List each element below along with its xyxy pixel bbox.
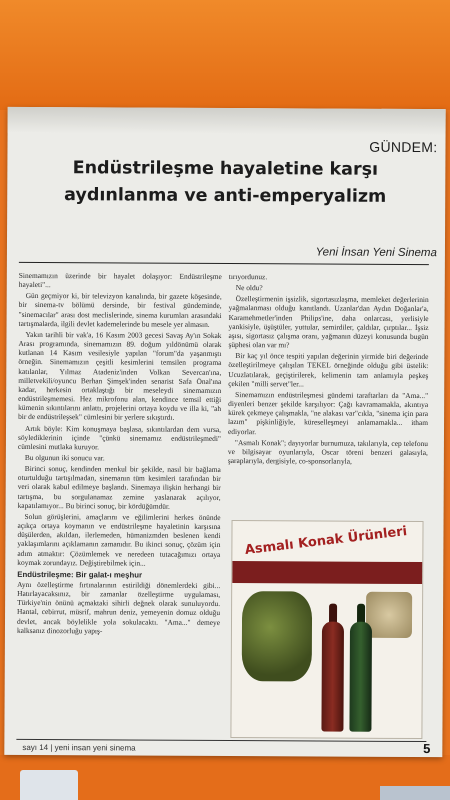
paragraph: Gün geçmiyor ki, bir televizyon kanalında, bir gazete köşesinde, bir sinema-tv bölümü dersinde, bir festival gündeminde, "sinemacılar" arası dost meclislerinde, sinema kurumları arasındaki tartışmalarda, ilgili devlet kademelerinde bu mesele yer almasın. xyxy=(18,291,222,329)
paragraph: Bir kaç yıl önce tespiti yapılan değerinin yirmide biri değerinde özelleştirilmeye çalışılan TEKEL örneğinde olduğu gibi üstelik: Ucuzlatılarak, geçiştirilerek, kelimenin tam anlamıyla peşkeş çekilen "milli servet"ler... xyxy=(228,351,429,389)
advertisement-image xyxy=(230,520,423,739)
magazine-page xyxy=(4,107,445,757)
title-divider xyxy=(19,262,429,265)
paragraph: Aynı özelleştirme fırtınalarının estirildiği dönemlerdeki gibi... Hatırlayacaksınız, bir zamanlar özelleştirme uygulaması, Türkiye'nin önünü açmaktaki sihirli değnek olarak sunuluyordu. Hantal, cebirrut, müsrif, mahrun deniz, yemeyenin domuz olduğu devlet, ancak böylelikle yola sokulacaktı. "Ama..." demeye kalksanız dinozorluğu yapış- xyxy=(16,579,221,636)
paragraph: Özelleştirmenin işsizlik, sigortasızlaşma, memleket değerlerinin yağmalanması olduğu kanıtlandı. Uzanlar'dan Aydın Doğanlar'a, Karamehmetler'inden Philips'ine, daha onlarcası, yerlisiyle yankisiyle, üşüştüler, yuttular, semirdiler, çaldılar, çırptılar... İşsiz aşısı, sigortasız çalışma oranı, yağmanın düzeyi konusunda bugün şüphesi olan var mı? xyxy=(228,294,429,350)
right-column xyxy=(228,272,429,468)
page-number: 5 xyxy=(423,741,431,757)
footer-divider xyxy=(16,739,426,742)
background-object xyxy=(380,786,450,800)
product-logo-icon xyxy=(366,592,412,638)
grapes-illustration xyxy=(242,591,312,681)
subheading: Endüstrileşme: Bir galat-ı meşhur xyxy=(17,569,143,580)
paragraph: Yakın tarihli bir vak'a, 16 Kasım 2003 gecesi Savaş Ay'ın Sokak Arası programında, sinemamızın 89. doğum yıldönümü olarak kutlanan 14 Kasım vesilesiyle yapılan "forum"da yaşanmıştı örneğin. Sinemamızın çeşitli kesimlerini temsilen programa katılanlar, Yılmaz Atadeniz'inden Volkan Severcan'ına, milletvekili/oyuncu Berhan Şimşek'inden senarist Safa Önal'ına kadar, herkesin ortaklaştığı bir meseleydi sinemamızın endüstrileşmemesi. Hez mikrofonu alan, kendince temsil ettiği kümenin sıkıntılarını anlattı, projelerini ortaya koydu ve illa ki, "ah bir de endüstrileşsek" cümlesini bir yerlere sıkıştırdı. xyxy=(18,329,222,423)
paragraph: Sinemamızın endüstrileşmesi gündemi taraftarları da "Ama..." diyenleri benzer şekilde karşılıyor: Çağı kavramamakla, akıntıya kürek çekmeye çalışmakla, "ne alakası var"cıkla, "sinema için para lazım" pişkinliğiyle, küreselleşmeyi anlamamakla... itham ediyorlar. xyxy=(227,389,429,436)
paragraph: Birinci sonuç, kendinden menkul bir şekilde, nasıl bir bağlama oturtulduğu tartışılmadan, sinemanın tüm kesimleri tarafından bir veri olarak kabul edilmeye başlandı. Sinemaya ilişkin herhangi bir tartışma, bu sorgulanamaz zemine yaslanarak açılıyor, kapatılamıyor... Bu birinci sonuç, bir kördüğümdür. xyxy=(17,464,221,511)
paragraph: Artık böyle: Kim konuşmaya başlasa, sıkıntılardan dem vursa, söylediklerinin içinde "çünkü sinemamız endüstrileşmedi" cümlesini mutlaka kuruyor. xyxy=(17,423,222,452)
paragraph: tırıyordunuz. xyxy=(228,272,268,282)
paragraph: Solun görüşlerini, amaçlarını ve eğilimlerini herkes önünde açıkça ortaya koymanın ve endüstrileşme hayaletinin karşısına düşülerden, akıldan, ilerlemeden, hümanizmden beslenen kendi yaklaşımlarını açıklamanın zamanıdır. Bu ikinci sonuç, çözüm için adım atmaktır: Çözümlemek ve neredeen tutacağımızı ortaya koymak zorundayız. Değiştirebilmek için... xyxy=(17,511,221,568)
left-column xyxy=(17,271,222,638)
article-title-line-2: aydınlanma ve anti-emperyalizm xyxy=(64,185,387,207)
article-title-line-1: Endüstrileşme hayaletine karşı xyxy=(72,158,379,180)
paragraph: "Asmalı Konak"; dayıyorlar burnumuza, takılarıyla, cep telefonu ve bilgisayar oyunlarıyla, Oscar töreni benzeri galasıyla, şaraplarıyla, dergisiyle, co-sponsorlarıyla, xyxy=(227,437,428,466)
footer-issue: sayı 14 | yeni insan yeni sinema xyxy=(22,742,136,753)
article-title xyxy=(25,155,425,211)
paragraph: Ne oldu? xyxy=(235,283,263,293)
article-author: Yeni İnsan Yeni Sinema xyxy=(315,246,437,260)
paragraph: Sinemamızın üzerinde bir hayalet dolaşıyor: Endüstrileşme hayaleti"... xyxy=(18,270,222,290)
orange-background-top xyxy=(0,0,450,110)
page-fold-shadow xyxy=(8,107,446,135)
wine-bottle-green xyxy=(349,622,372,732)
section-label: GÜNDEM: xyxy=(369,138,438,156)
paragraph: Bu olgunun iki sonucu var. xyxy=(24,452,105,463)
background-object xyxy=(20,770,78,800)
ad-banner-strip xyxy=(232,561,422,584)
ad-title: Asmalı Konak Ürünleri xyxy=(244,524,408,558)
wine-bottle-red xyxy=(321,622,344,732)
